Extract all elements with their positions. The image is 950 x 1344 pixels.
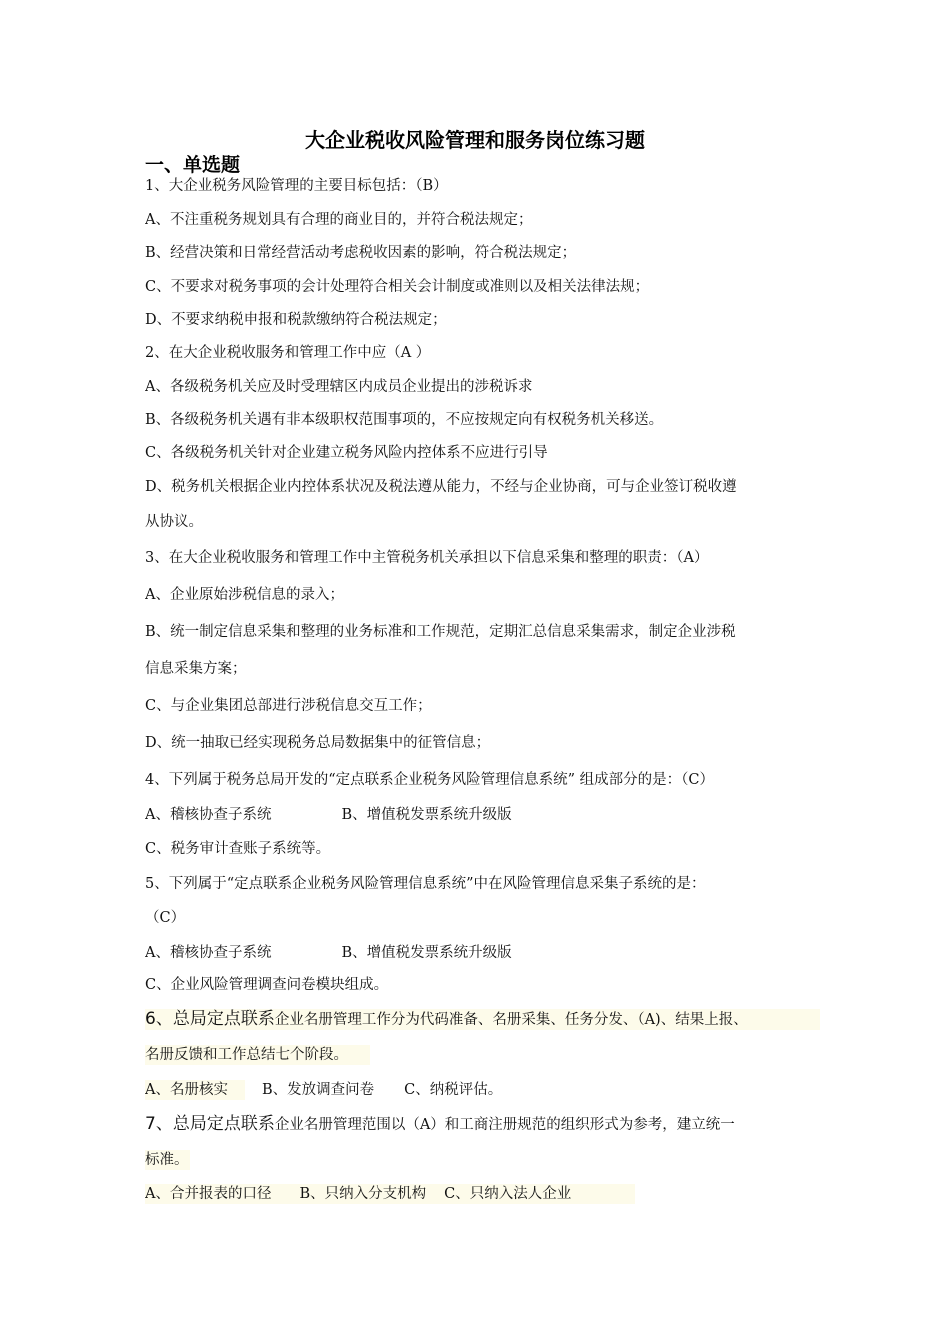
- q3-option-b: B、统一制定信息采集和整理的业务标准和工作规范，定期汇总信息采集需求，制定企业涉税: [145, 624, 736, 640]
- question-7: [145, 1114, 825, 1135]
- q4-options-ab: [145, 805, 825, 825]
- q4-option-c: C、税务审计查账子系统等。: [145, 841, 331, 857]
- q4-option-a: A、稽核协查子系统: [145, 807, 272, 823]
- q3-option-d: D、统一抽取已经实现税务总局数据集中的征管信息；: [145, 735, 491, 751]
- q1-option-b: B、经营决策和日常经营活动考虑税收因素的影响，符合税法规定；: [145, 245, 577, 261]
- page-title: 大企业税收风险管理和服务岗位练习题: [305, 128, 645, 152]
- question-3: 3、在大企业税收服务和管理工作中主管税务机关承担以下信息采集和整理的职责：（A）: [145, 550, 709, 566]
- section-heading: 一、单选题: [145, 154, 241, 176]
- q6-options: [145, 1080, 245, 1100]
- q2-option-c: C、各级税务机关针对企业建立税务风险内控体系不应进行引导: [145, 445, 548, 461]
- q6-option-c: C、纳税评估。: [404, 1082, 503, 1098]
- question-4: 4、下列属于税务总局开发的“定点联系企业税务风险管理信息系统” 组成部分的是：（C）: [145, 772, 715, 788]
- q6-prefix: 6、总局定点联系: [145, 1009, 275, 1029]
- q7-option-b: B、只纳入分支机构: [299, 1186, 427, 1202]
- q1-option-a: A、不注重税务规划具有合理的商业目的，并符合税法规定；: [145, 212, 533, 228]
- q7-option-a: A、合并报表的口径: [145, 1186, 272, 1202]
- q2-option-b: B、各级税务机关遇有非本级职权范围事项的，不应按规定向有权税务机关移送。: [145, 412, 664, 428]
- question-6: [145, 1009, 820, 1030]
- q7-prefix: 7、总局定点联系: [145, 1114, 275, 1134]
- q5-option-a: A、稽核协查子系统: [145, 945, 272, 961]
- question-2: 2、在大企业税收服务和管理工作中应（A ）: [145, 345, 431, 361]
- q6-option-a: A、名册核实: [145, 1082, 228, 1098]
- q6-option-b: B、发放调查问卷: [262, 1082, 375, 1098]
- q4-option-b: B、增值税发票系统升级版: [341, 807, 512, 823]
- q2-option-d: D、税务机关根据企业内控体系状况及税法遵从能力，不经与企业协商，可与企业签订税收遵: [145, 479, 737, 495]
- q3-option-c: C、与企业集团总部进行涉税信息交互工作；: [145, 698, 432, 714]
- q3-option-b-cont: 信息采集方案；: [145, 661, 247, 677]
- q3-option-a: A、企业原始涉税信息的录入；: [145, 587, 344, 603]
- q1-option-d: D、不要求纳税申报和税款缴纳符合税法规定；: [145, 312, 447, 328]
- q5-options-ab: [145, 943, 825, 963]
- q2-option-a: A、各级税务机关应及时受理辖区内成员企业提出的涉税诉求: [145, 379, 533, 395]
- question-7-cont: 标准。: [145, 1152, 189, 1168]
- question-1: 1、大企业税务风险管理的主要目标包括：（B）: [145, 178, 448, 194]
- q5-answer: （C）: [145, 910, 186, 926]
- q1-option-c: C、不要求对税务事项的会计处理符合相关会计制度或准则以及相关法律法规；: [145, 279, 650, 295]
- q7-option-c: C、只纳入法人企业: [444, 1186, 572, 1202]
- q7-options: [145, 1184, 635, 1204]
- q7-text: 企业名册管理范围以（A）和工商注册规范的组织形式为参考，建立统一: [274, 1117, 735, 1133]
- q5-option-b: B、增值税发票系统升级版: [341, 945, 512, 961]
- q5-option-c: C、企业风险管理调查问卷模块组成。: [145, 977, 389, 993]
- q6-options-bc: [262, 1080, 662, 1100]
- question-6-cont: 名册反馈和工作总结七个阶段。: [145, 1045, 370, 1065]
- q2-option-d-cont: 从协议。: [145, 514, 203, 530]
- question-5: 5、下列属于“定点联系企业税务风险管理信息系统”中在风险管理信息采集子系统的是：: [145, 876, 706, 892]
- q6-text: 企业名册管理工作分为代码准备、名册采集、任务分发、（A)、结果上报、: [274, 1012, 748, 1028]
